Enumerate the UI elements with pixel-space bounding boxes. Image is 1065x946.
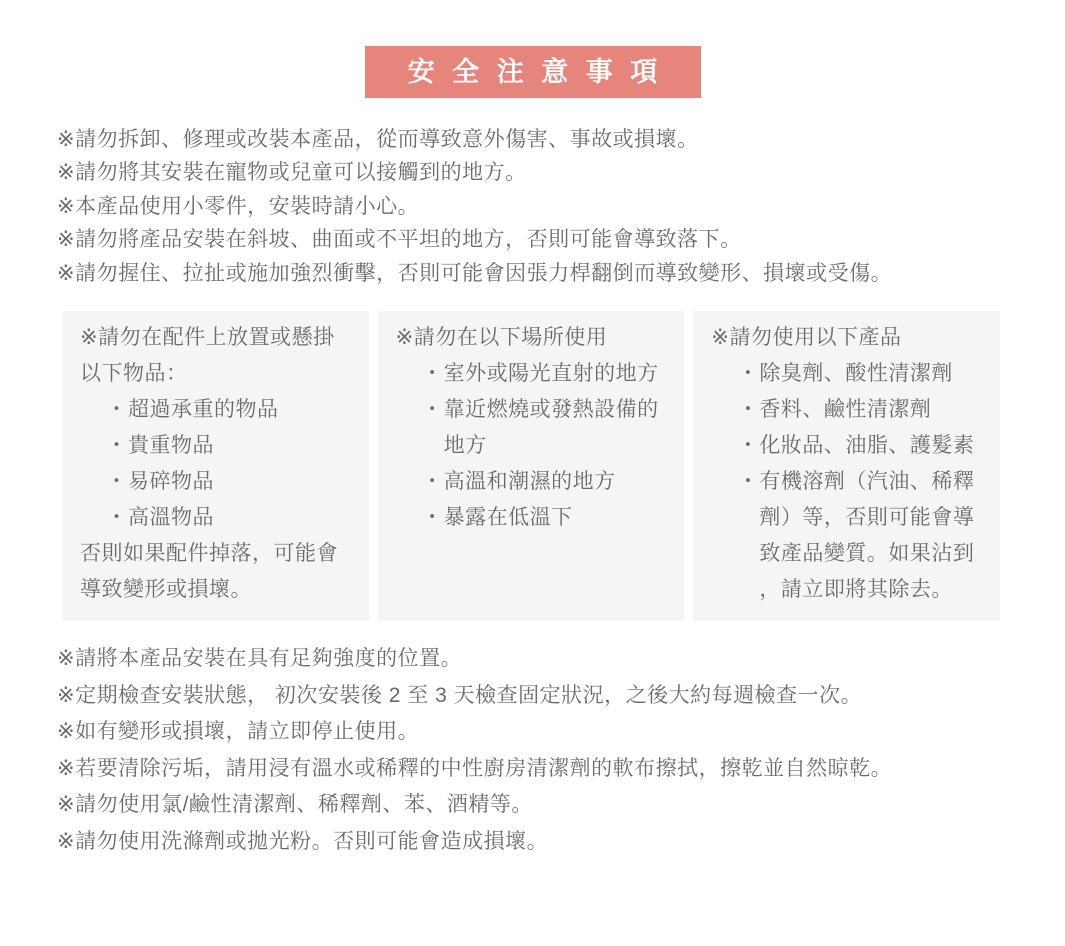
page-title-banner: 安 全 注 意 事 項 [365, 46, 701, 98]
bullet-dot: ・ [421, 506, 444, 530]
bullet-item [106, 428, 351, 464]
bullet-text: 有機溶劑（汽油、稀釋劑）等，否則可能會導致產品變質。如果沾到，請立即將其除去。 [759, 470, 975, 602]
bullet-dot: ・ [737, 470, 759, 494]
bullet-dot: ・ [737, 434, 759, 458]
bullet-text: 室外或陽光直射的地方 [443, 362, 659, 386]
bullet-item [737, 464, 982, 608]
bullet-text: 高溫和潮濕的地方 [443, 470, 616, 494]
bullet-dot: ・ [106, 470, 128, 494]
bullet-item [737, 356, 982, 392]
bullet-dot: ・ [421, 362, 444, 386]
safety-note: ※如有變形或損壞，請立即停止使用。 [57, 720, 420, 744]
bullet-text: 除臭劑、酸性清潔劑 [759, 362, 953, 386]
warning-box-accessories [62, 311, 369, 621]
bullet-item [422, 356, 667, 392]
box-header: ※請勿在配件上放置或懸掛以下物品： [80, 326, 335, 386]
bullet-dot: ・ [106, 398, 128, 422]
bullet-text: 貴重物品 [128, 434, 214, 458]
safety-note: ※請勿將其安裝在寵物或兒童可以接觸到的地方。 [57, 161, 527, 185]
bullet-dot: ・ [106, 506, 128, 530]
safety-note: ※請勿拆卸、修理或改裝本產品，從而導致意外傷害、事故或損壞。 [57, 128, 699, 151]
warning-box-products [693, 311, 1000, 621]
box-header: ※請勿在以下場所使用 [395, 326, 608, 350]
bullet-dot: ・ [106, 434, 128, 458]
bullet-text: 化妝品、油脂、護髮素 [759, 434, 975, 458]
safety-note: ※定期檢查安裝狀態， 初次安裝後 2 至 3 天檢查固定狀況，之後大約每週檢查一次。 [57, 683, 863, 707]
bullet-item [422, 464, 667, 500]
safety-note: ※請勿使用洗滌劑或拋光粉。否則可能會造成損壞。 [57, 830, 549, 853]
safety-note: ※請勿使用氯/鹼性清潔劑、稀釋劑、苯、酒精等。 [57, 793, 533, 817]
bullet-item [737, 392, 982, 428]
top-notes-list [57, 123, 1035, 290]
bullet-item [737, 428, 982, 464]
bullet-text: 易碎物品 [128, 470, 214, 494]
bottom-notes-list [57, 641, 1035, 861]
bullet-item [106, 500, 351, 536]
bullet-text: 靠近燃燒或發熱設備的地方 [443, 398, 659, 458]
safety-note: ※本產品使用小零件，安裝時請小心。 [57, 194, 420, 218]
safety-note: ※請將本產品安裝在具有足夠強度的位置。 [57, 647, 463, 671]
safety-note: ※請勿將產品安裝在斜坡、曲面或不平坦的地方，否則可能會導致落下。 [57, 228, 742, 252]
warning-box-locations [378, 311, 685, 621]
bullet-item [106, 464, 351, 500]
box-footer: 否則如果配件掉落，可能會導致變形或損壞。 [80, 542, 338, 602]
box-header: ※請勿使用以下產品 [711, 326, 902, 350]
safety-note: ※若要清除污垢，請用浸有溫水或稀釋的中性廚房清潔劑的軟布擦拭，擦乾並自然晾乾。 [57, 756, 893, 780]
bullet-item [422, 392, 667, 464]
bullet-item [422, 500, 667, 536]
bullet-dot: ・ [737, 362, 759, 386]
bullet-dot: ・ [421, 398, 444, 422]
safety-notice-page [0, 46, 1065, 946]
bullet-text: 暴露在低溫下 [443, 506, 573, 530]
bullet-text: 香料、鹼性清潔劑 [759, 398, 932, 422]
bullet-item [106, 392, 351, 428]
bullet-dot: ・ [421, 470, 444, 494]
safety-note: ※請勿握住、拉扯或施加強烈衝擊，否則可能會因張力桿翻倒而導致變形、損壞或受傷。 [57, 261, 893, 285]
bullet-dot: ・ [737, 398, 759, 422]
bullet-text: 超過承重的物品 [128, 398, 279, 422]
bullet-text: 高溫物品 [128, 506, 214, 530]
warning-boxes [62, 311, 1000, 621]
